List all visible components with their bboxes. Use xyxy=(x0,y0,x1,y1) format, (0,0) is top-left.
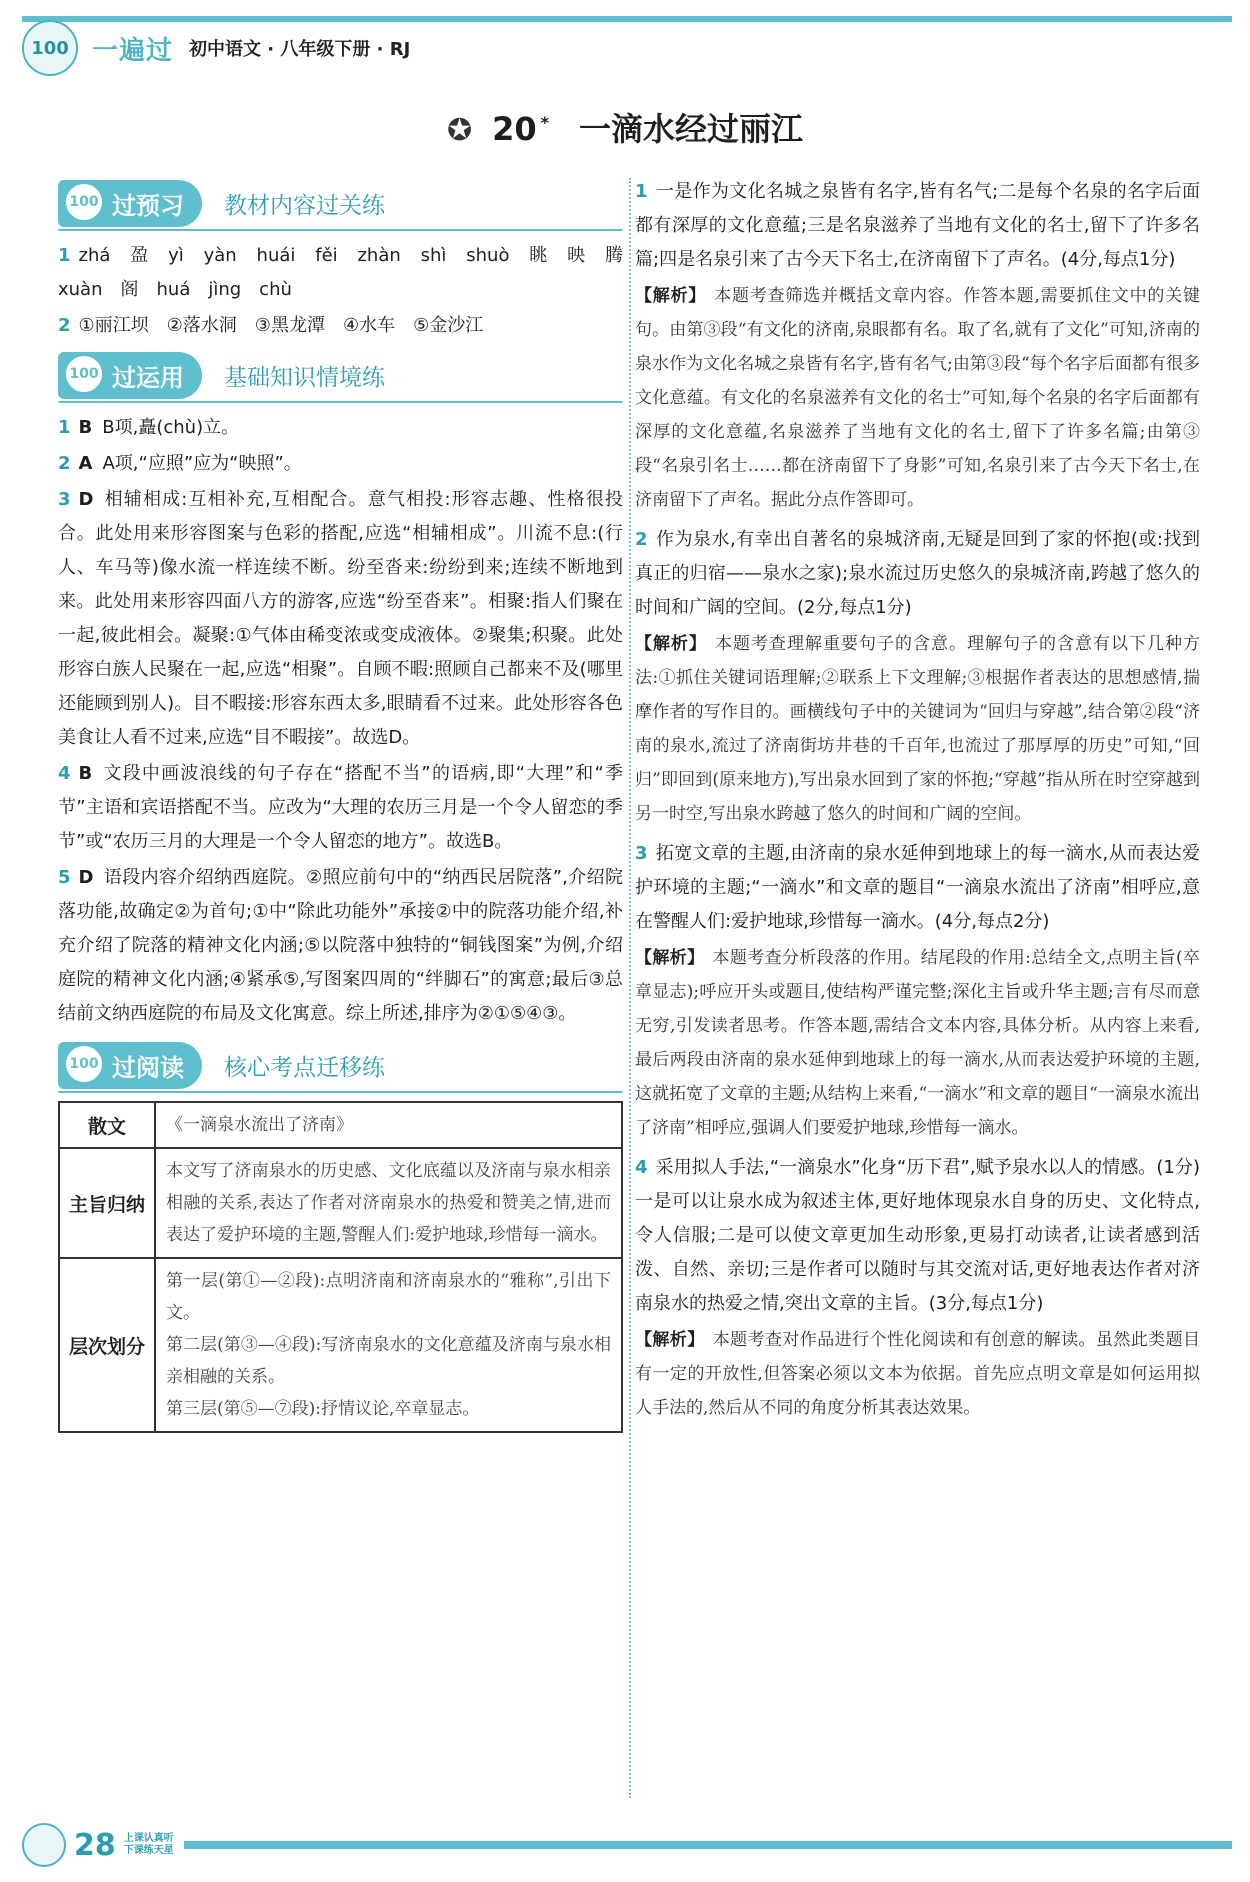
section-subtitle: 教材内容过关练 xyxy=(224,192,385,219)
lesson-mark: * xyxy=(540,113,550,133)
brand-name: 一遍过 xyxy=(92,35,174,66)
analysis: 【解析】 本题考查对作品进行个性化阅读和有创意的解读。虽然此类题目有一定的开放性,但答案必须以文本为依据。首先应点明文章是如何运用拟人手法的,然后从不同的角度分析其表达效果。 xyxy=(635,1330,1201,1418)
answer-block: 4 采用拟人手法,“一滴泉水”化身“历下君”,赋予泉水以人的情感。(1分)一是可以让泉水成为叙述主体,更好地体现泉水自身的历史、文化特点,令人信服;二是可以使文章更加生动形象,更易打动读者,让读者感到活泼、自然、亲切;三是作者可以随时与其交流对话,更好地表达作者对济南泉水的热爱之情,突出文章的主旨。(3分,每点1分) 【解析】 本题考查对作品进行个性化阅读和有创意的解读。虽然此类题目有一定的开放性,但答案必须以文本为依据。首先应点明文章是如何运用拟人手法的,然后从不同的角度分析其表达效果。 xyxy=(635,1151,1200,1425)
star-badge-icon: ✪ xyxy=(446,113,473,148)
section-apply xyxy=(58,347,623,403)
section-subtitle: 基础知识情境练 xyxy=(224,364,385,391)
analysis: 【解析】 本题考查分析段落的作用。结尾段的作用:总结全文,点明主旨(卒章显志);呼应开头或题目,使结构严谨完整;深化主旨或升华主题;言有尽而意无穷,引发读者思考。作答本题,需结合文本内容,具体分析。从内容上来看,最后两段由济南的泉水延伸到地球上的每一滴水,从而表达爱护环境的主题,这就拓宽了文章的主题;从结构上来看,“一滴水”和文章的题目“一滴泉水流出了济南”相呼应,强调人们要爱护地球,珍惜每一滴水。 xyxy=(635,948,1200,1138)
right-column xyxy=(635,175,1200,1431)
lesson-title xyxy=(0,104,1250,150)
lesson-name: 一滴水经过丽江 xyxy=(579,110,804,148)
analysis: 【解析】 本题考查理解重要句子的含意。理解句子的含意有以下几种方法:①抓住关键词语理解;②联系上下文理解;③根据作者表达的思想感情,揣摩作者的写作目的。画横线句子中的关键词为“回归与穿越”,结合第②段“济南的泉水,流过了济南街坊井巷的千百年,也流过了那厚厚的历史”可知,“回归”即回到(原来地方),写出泉水回到了家的怀抱;“穿越”指从所在时空穿越到另一时空,写出泉水跨越了悠久的时间和广阔的空间。 xyxy=(635,634,1200,824)
answer-item: 4 B 文段中画波浪线的句子存在“搭配不当”的语病,即“大理”和“季节”主语和宾语搭配不当。应改为“大理的农历三月是一个令人留恋的季节”或“农历三月的大理是一个令人留恋的地方”。故选B。 xyxy=(58,763,623,852)
answer-item: 5 D 语段内容介绍纳西庭院。②照应前句中的“纳西民居院落”,介绍院落功能,故确定②为首句;①中“除此功能外”承接②中的院落功能介绍,补充介绍了院落的精神文化内涵;⑤以院落中独特的“铜钱图案”为例,介绍庭院的精神文化内涵;④紧承⑤,写图案四周的“绊脚石”的寓意;最后③总结前文纳西庭院的布局及文化寓意。综上所述,排序为②①⑤④③。 xyxy=(58,867,623,1024)
section-tag: 过阅读 xyxy=(112,1053,184,1082)
analysis: 【解析】 本题考查筛选并概括文章内容。作答本题,需要抓住文中的关键句。由第③段“有文化的济南,泉眼都有名。取了名,就有了文化”可知,济南的泉水作为文化名城之泉皆有名字,皆有名气;由第③段“每个名字后面都有很多文化意蕴。有文化的名泉滋养有文化的名士”可知,每个名泉的名字后面都有深厚的文化意蕴,名泉滋养了当地有文化的名士,留下了许多名篇;由第③段“名泉引名士……都在济南留下了身影”可知,名泉引来了古今天下名士,在济南留下了声名。据此分点作答即可。 xyxy=(635,286,1201,510)
page-number: 28 xyxy=(74,1827,116,1863)
section-preview xyxy=(58,175,623,231)
answer-item: 2 A A项,“应照”应为“映照”。 xyxy=(58,453,302,474)
left-column xyxy=(58,175,641,1433)
table-row: 主旨归纳 本文写了济南泉水的历史感、文化底蕴以及济南与泉水相亲相融的关系,表达了作者对济南泉水的热爱和赞美之情,进而表达了爱护环境的主题,警醒人们:爱护地球,珍惜每一滴水。 xyxy=(59,1148,622,1258)
section-tag: 过运用 xyxy=(112,363,184,392)
section-tag: 过预习 xyxy=(112,191,184,220)
page-header xyxy=(22,22,410,74)
answer-block: 3 拓宽文章的主题,由济南的泉水延伸到地球上的每一滴水,从而表达爱护环境的主题;“一滴水”和文章的题目“一滴泉水流出了济南”相呼应,意在警醒人们:爱护地球,珍惜每一滴水。(4分,每点2分) 【解析】 本题考查分析段落的作用。结尾段的作用:总结全文,点明主旨(卒章显志);呼应开头或题目,使结构严谨完整;深化主旨或升华主题;言有尽而意无穷,引发读者思考。作答本题,需结合文本内容,具体分析。从内容上来看,最后两段由济南的泉水延伸到地球上的每一滴水,从而表达爱护环境的主题,这就拓宽了文章的主题;从结构上来看,“一滴水”和文章的题目“一滴泉水流出了济南”相呼应,强调人们要爱护地球,珍惜每一滴水。 xyxy=(635,837,1200,1145)
answer-item: 3 D 相辅相成:互相补充,互相配合。意气相投:形容志趣、性格很投合。此处用来形容图案与色彩的搭配,应选“相辅相成”。川流不息:(行人、车马等)像水流一样连续不断。纷至沓来:纷纷到来;连续不断地到来。此处用来形容四面八方的游客,应选“纷至沓来”。相聚:指人们聚在一起,彼此相会。凝聚:①气体由稀变浓或变成液体。②聚集;积聚。此处形容白族人民聚在一起,应选“相聚”。自顾不暇:照顾自己都来不及(哪里还能顾到别人)。目不暇接:形容东西太多,眼睛看不过来。此处形容各色美食让人看不过来,应选“目不暇接”。故选D。 xyxy=(58,489,623,748)
mascot-icon: 100 xyxy=(64,1044,104,1084)
answer-block: 1 一是作为文化名城之泉皆有名字,皆有名气;二是每个名泉的名字后面都有深厚的文化意蕴;三是名泉滋养了当地有文化的名士,留下了许多名篇;四是名泉引来了古今天下名士,在济南留下了声名。(4分,每点1分) 【解析】 本题考查筛选并概括文章内容。作答本题,需要抓住文中的关键句。由第③段“有文化的济南,泉眼都有名。取了名,就有了文化”可知,济南的泉水作为文化名城之泉皆有名字,皆有名气;由第③段“每个名字后面都有很多文化意蕴。有文化的名泉滋养有文化的名士”可知,每个名泉的名字后面都有深厚的文化意蕴,名泉滋养了当地有文化的名士,留下了许多名篇;由第③段“名泉引名士……都在济南留下了身影”可知,名泉引来了古今天下名士,在济南留下了声名。据此分点作答即可。 xyxy=(635,175,1200,517)
table-row: 散文 《一滴泉水流出了济南》 xyxy=(59,1102,622,1148)
answer-item: 1 zhá 盈 yì yàn huái fěi zhàn shì shuò 眺 映 腾 xuàn 阁 huá jìng chù xyxy=(58,245,641,300)
answer-block: 2 作为泉水,有幸出自著名的泉城济南,无疑是回到了家的怀抱(或:找到真正的归宿——泉水之家);泉水流过历史悠久的泉城济南,跨越了悠久的时间和广阔的空间。(2分,每点1分) 【解析】 本题考查理解重要句子的含意。理解句子的含意有以下几种方法:①抓住关键词语理解;②联系上下文理解;③根据作者表达的思想感情,揣摩作者的写作目的。画横线句子中的关键词为“回归与穿越”,结合第②段“济南的泉水,流过了济南街坊井巷的千百年,也流过了那厚厚的历史”可知,“回归”即回到(原来地方),写出泉水回到了家的怀抱;“穿越”指从所在时空穿越到另一时空,写出泉水跨越了悠久的时间和广阔的空间。 xyxy=(635,523,1200,831)
book-breadcrumb: 初中语文 · 八年级下册 · RJ xyxy=(189,39,411,60)
answer-item: 1 B B项,矗(chù)立。 xyxy=(58,417,240,438)
mascot-icon: 100 xyxy=(64,182,104,222)
mascot-logo-icon: 100 xyxy=(22,20,78,76)
mascot-icon: 100 xyxy=(64,354,104,394)
section-reading xyxy=(58,1037,623,1093)
column-divider xyxy=(629,178,631,1798)
footer-rule xyxy=(184,1841,1232,1849)
footer-slogan: 上课认真听 下课练天星 xyxy=(123,1833,174,1856)
lesson-number: 20 xyxy=(492,110,537,148)
table-row: 层次划分 第一层(第①—②段):点明济南和济南泉水的“雅称”,引出下文。 第二层(第③—④段):写济南泉水的文化意蕴及济南与泉水相亲相融的关系。 第三层(第⑤—⑦段):抒情议论,卒章显志。 xyxy=(59,1258,622,1432)
section-subtitle: 核心考点迁移练 xyxy=(224,1054,385,1081)
answer-item: 2 ①丽江坝 ②落水洞 ③黑龙潭 ④水车 ⑤金沙江 xyxy=(58,315,484,336)
summary-table xyxy=(58,1101,623,1433)
page-footer xyxy=(22,1822,1232,1868)
mascot-icon xyxy=(22,1823,66,1867)
